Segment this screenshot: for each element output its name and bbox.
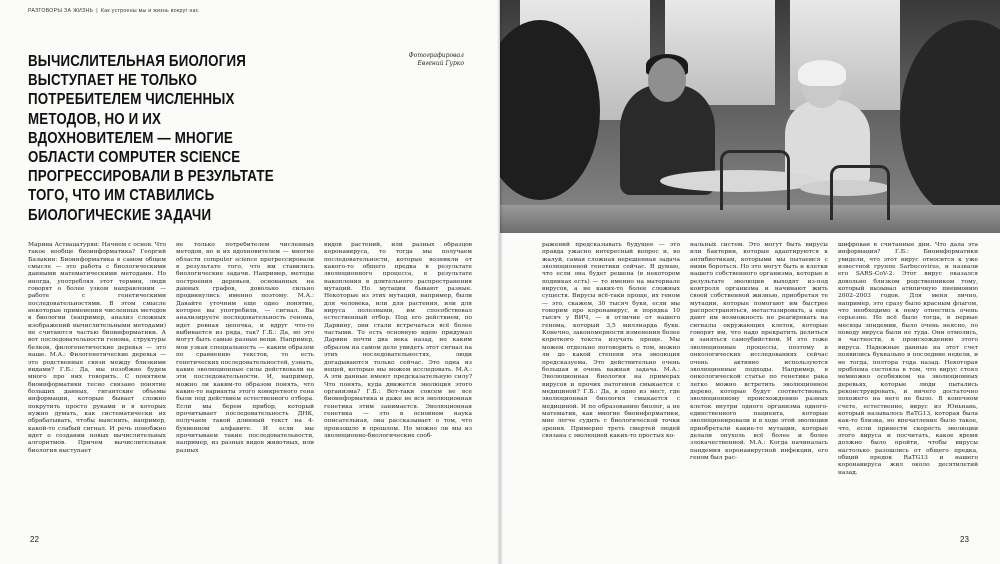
photo-plant	[900, 20, 1000, 220]
photo-credit	[384, 52, 464, 68]
text-column-6: шифрован в считанные дни. Что дала эта информация? Г.Б.: Биоинформатики увидели, что этот вирус относится к уже известной группе Sarbecovirus, и назвали его SARS-CoV-2. Этот вирус оказался довольно близком родственником тому, который вызывал атипичную пневмонию 2002–2003 годов. Для меня лично, например, это сразу было красным флагом, что необходимо к нему отнестись очень серьезно. Но всё было тогда, в первые месяцы эпидемии, было очень неясно, по поводу вируса были не туда. Они отмолись, в частности, к происхождению этого вируса. Надежные данные на этот счет появились буквально в последние недели, и не тогда, полтора года назад. Некоторая проблема состояла в том, что вирус стоял немножко особняком на эволюционных деревьях, которые люди пытались реконструировать, и ничего достаточно похожего на него не было. В конечном счете, естественно, вирус из Юньнань, который называлось RaTG13, которая была как-то близка, но впечатление было такое, что, если принести скорость эволюции этого вируса и посчитать, какое время должно было пройти, чтобы вирусы настолько разошлись от общего предка, общий предок RaTG13 и нашего коронавируса жил около десятилетий назад.	[838, 242, 978, 476]
photo-credit-name: Евгений Гурко	[417, 60, 464, 67]
photo-chair	[830, 165, 890, 220]
running-head-separator: |	[96, 8, 98, 14]
text-column-4: ражений предсказывать будущее — это правда ужасно интересный вопрос и, во жалуй, самая сложная нерешенная задача эволюционной генетики сейчас. Я думаю, что если она будет решена (в некотором подниках есть) — то именно на материале вирусов, а не каких-то более сложных существ. Вирусы всё-таки проще, их геном — это, скажем, 30 тысяч букв, если мы говорим про коронавирус, и порядка 10 тысяч у ВИЧ, — в отличие от нашего генома, который 3,5 миллиарда букв. Конечно, закономерности изменения более короткого текста изучать проще. Мы можем отдельно поговорить о том, можно ли до какой степени эта эволюция предсказуема. Это действительно очень большая и очень важная задача. М.А.: Эволюционная биология на примерах вирусов и прочих патогенов смыкается с медициной? Г.Б.: Да, в одно из мест, где эволюционная биология смыкается с медициной. И по образованию биолог, а не математик, как многие биоинформатики, мне легче судить с биологической точки зрения. Примерно треть смертей людей связана с эволюцией каких-то простых ко-	[542, 242, 680, 439]
photo-man-head	[648, 58, 686, 102]
photo-chair	[720, 150, 790, 210]
cafe-photo	[500, 0, 1000, 233]
running-head	[28, 8, 199, 14]
photo-woman-hair	[798, 60, 846, 86]
page-number-left: 22	[30, 535, 39, 544]
article-headline: ВЫЧИСЛИТЕЛЬНАЯ БИОЛОГИЯ ВЫСТУПАЕТ НЕ ТОЛЬКО ПОТРЕБИТЕЛЕМ ЧИСЛЕННЫХ МЕТОДОВ, НО И ИХ ВДОХНОВИТЕЛЕМ — МНОГИЕ ОБЛАСТИ COMPUTER SCIENCE ПРОГРЕССИРОВАЛИ В РЕЗУЛЬТАТЕ ТОГО, ЧТО ИМ СТАВИЛИСЬ БИОЛОГИЧЕСКИЕ ЗАДАЧИ	[28, 53, 274, 224]
text-column-5: нальных систем. Это могут быть вирусы или бактерии, которые адаптируются к антибиотикам, которыми мы пытаемся с ними бороться. Но это могут быть и клетки нашего собственного организма, которые в результате эволюции выходят из-под контроля организма и начинают жить своей собственной жизнью, приобретая те мутации, которые помогают им быстрее распространяться, метастазировать, а еще дают им возможность не реагировать на сигналы окружающих клеток, которые говорят им, что надо прекратить делиться и заняться самоубийством. И это тоже эволюционные процессы, поэтому в онкологических исследованиях сейчас очень активно используются эволюционные подходы. Например, в онкологической статье по генетике рака легко можно встретить эволюционное дерево, которые будут соответствовать эволюционному происхождению разных клеток внутри одного организма одного-единственного пациента, которые эволюционировали и в ходе этой эволюции приобретали какие-то мутации, которые делали опухоль всё более и более злокачественной. М.А.: Когда начиналась пандемия коронавирусной инфекции, его геном был рас-	[690, 242, 828, 461]
running-head-subtitle: Как устроены мы и жизнь вокруг нас	[100, 8, 199, 14]
running-head-section: РАЗГОВОРЫ ЗА ЖИЗНЬ	[28, 8, 94, 14]
text-column-2: не только потребителем численных методов, но и их вдохновителем — многие области computer science прогрессировали в результате того, что им ставились биологические задачи. Например, методы построения деревьев, основанных на данных графов, довольно сильно продвинулись именно поэтому. М.А.: Давайте уточним еще одно понятие, которое вы употребили, — сигнал. Вы анализируете последовательность генома, идет ровная цепочка, и вдруг что-то выбивается из ряда, так? Г.Б.: Да, но это могут быть самые разные вещи. Например, мои узкая специальность — каким образом по сравнению текстов, то есть генетических последовательностей, узнать, какие эволюционные силы действовали на эти последовательности. И, например, можно ли каким-то образом понять, что какие-то варианты этого конкретного гена были под действием естественного отбора. Если мы берем прибор, который прочитывает последовательность ДНК, получаем такой длинный текст на 4-буквенном алфавите. И если мы прочитываем такие последовательности, например, из разных видов животных, или разных	[176, 242, 314, 454]
spine-gutter	[497, 0, 503, 564]
text-column-3: видов растений, или разных образцов коронавируса, то тогда мы получаем последовательности, которые возникли от какого-то общего предка в результате эволюционного процесса, в результате накопления в длительного распространения мутаций. Но мутации бывают разные. Некоторые из этих мутаций, например, были для человека, или для растения, или для вируса полезными, им способствовал естественный отбор. Под его действием, по Дарвину, они стали встречаться всё более частыми. То есть основную идею придумал Дарвин почти два века назад, но каким образом на самом деле увидеть этот сигнал на этих последовательностях, люди догадываются только сейчас. Это одна из вещей, которые мы можем исследовать. М.А.: А эти данные имеют предсказательную силу? Что понять, куда движется эволюция этого организма? Г.Б.: Вот-таки совсем не все биоинформатика и даже не вся эволюционная генетика этим занимается. Эволюционная генетика — это в основном наука описательная, она рассказывает о том, что произошло в прошлом. Но можно ли мы из эволюционно-биологических сооб-	[324, 242, 472, 439]
photo-credit-label: Фотографировал	[408, 52, 464, 59]
text-column-1: Марина Аствацатурян: Начнем с основ. Что такое вообще биоинформатика? Георгий Базыкин: Биоинформатика в самом общем смысле — это работа с биологическими данными математическими методами. Но иногда, употребляя этот термин, люди говорят о более узком направлении — работе с генетическими последовательностями. В этом смысле некоторые применения численных методов в биологии (например, анализ сложных изображений вычислительными методами) не считаются частью биоинформатики. А вот последовательности генома, структуры белков, филогенетические деревья — это наше. М.А.: Филогенетические деревья — это родственные связи между близкими видами? Г.Б.: Да, мы нозобжно будем много про них говорить. С понятием биоинформатики тесно связано понятие больших данных, гигантские объемы информации, которые бывает сложно покрутить просто руками и в которых нужно думать, как систематически их обрабатывать, чтобы выяснить, например, какой-то слабый сигнал. И речь понобжно идет о создании новых вычислительных алгоритмов. Причем вычислительная биология выступает	[28, 242, 166, 454]
page-number-right: 23	[960, 535, 969, 544]
